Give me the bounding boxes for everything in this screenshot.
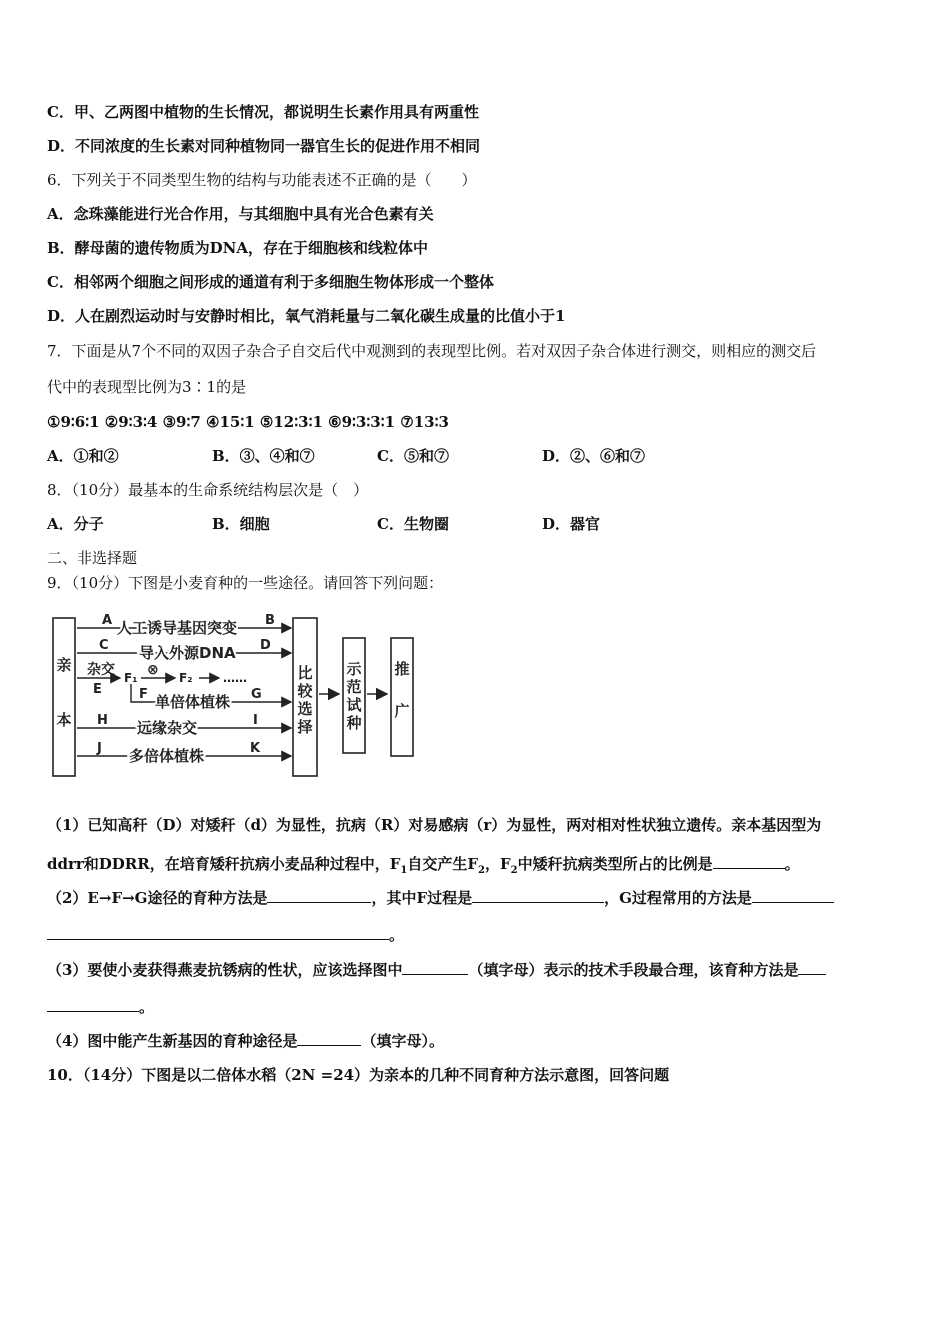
q9-p1-text3: ，F xyxy=(484,855,511,873)
label-a: A xyxy=(102,613,113,628)
q9-p2-blank3[interactable] xyxy=(752,887,834,903)
label-b: B xyxy=(265,613,275,628)
q6-stem: 6．下列关于不同类型生物的结构与功能表述不正确的是（ ） xyxy=(47,171,477,189)
q9-p2-end: 。 xyxy=(389,926,405,944)
parent-label-2: 本 xyxy=(56,711,72,729)
compare-1: 比 xyxy=(297,664,313,682)
q9-p1-text2: 自交产生F xyxy=(407,855,479,873)
section-heading: 二、非选择题 xyxy=(47,549,138,567)
parent-label-1: 亲 xyxy=(56,656,72,674)
q7-stem-line1: 7．下面是从7个不同的双因子杂合子自交后代中观测到的表现型比例。若对双因子杂合体进行测交，则相应的测交后 xyxy=(47,342,817,360)
demo-4: 种 xyxy=(346,714,362,732)
q9-p3-blank1[interactable] xyxy=(402,959,468,975)
q7-option-a: A．①和② xyxy=(47,447,119,465)
q5-option-c: C．甲、乙两图中植物的生长情况，都说明生长素作用具有两重性 xyxy=(47,103,479,121)
q8-stem: 8．（10分）最基本的生命系统结构层次是（ ） xyxy=(47,481,369,499)
q9-p2-blank2[interactable] xyxy=(472,887,604,903)
q9-part4 xyxy=(47,1030,444,1051)
demo-2: 范 xyxy=(346,678,362,696)
q9-p4-text2: （填字母）。 xyxy=(361,1032,444,1050)
q9-p3-text1: （3）要使小麦获得燕麦抗锈病的性状，应该选择图中 xyxy=(47,961,403,979)
q8-option-a: A．分子 xyxy=(47,515,104,533)
f2-text: F₂ xyxy=(179,671,193,685)
label-d: D xyxy=(260,638,271,653)
q9-p1-end: 。 xyxy=(784,855,800,873)
dots-text: …… xyxy=(223,671,247,685)
dna-text: 导入外源DNA xyxy=(139,644,236,662)
q6-option-a: A．念珠藻能进行光合作用，与其细胞中具有光合色素有关 xyxy=(47,205,434,223)
promote-box xyxy=(391,638,413,756)
q9-part1-line1: （1）已知高秆（D）对矮秆（d）为显性，抗病（R）对易感病（r）为显性，两对相对性状独立遗传。亲本基因型为 xyxy=(47,816,822,834)
distant-text: 远缘杂交 xyxy=(137,719,198,737)
q9-part3-line1 xyxy=(47,959,826,980)
q9-p2-blank1[interactable] xyxy=(267,887,371,903)
wheat-breeding-diagram xyxy=(47,610,427,785)
label-f: F xyxy=(139,687,148,702)
q9-p1-blank[interactable] xyxy=(713,853,785,869)
q9-p1-text1: ddrr和DDRR，在培育矮秆抗病小麦品种过程中，F xyxy=(47,855,401,873)
q9-p1-sub2: 2 xyxy=(478,865,485,876)
q9-p1-sub3: 2 xyxy=(510,865,518,876)
q10-stem: 10．（14分）下图是以二倍体水稻（2N =24）为亲本的几种不同育种方法示意图，回答问题 xyxy=(47,1066,670,1084)
q9-p4-blank[interactable] xyxy=(297,1030,361,1046)
cross-text: 杂交 xyxy=(87,662,115,678)
q8-option-b: B．细胞 xyxy=(212,515,270,533)
demo-3: 试 xyxy=(346,696,362,714)
q9-part3-line2 xyxy=(47,996,154,1017)
q9-p3-blank2-cont[interactable] xyxy=(47,996,139,1012)
q9-part2-line2 xyxy=(47,924,404,945)
q7-ratios: ①9∶6∶1 ②9∶3∶4 ③9∶7 ④15∶1 ⑤12∶3∶1 ⑥9∶3∶3∶1 ⑦13∶3 xyxy=(47,413,449,431)
q6-option-b: B．酵母菌的遗传物质为DNA，存在于细胞核和线粒体中 xyxy=(47,239,429,257)
q9-p3-blank2[interactable] xyxy=(798,959,826,975)
q9-stem: 9．（10分）下图是小麦育种的一些途径。请回答下列问题： xyxy=(47,574,444,592)
demo-1: 示 xyxy=(346,660,362,678)
q9-p2-blank3-cont[interactable] xyxy=(47,924,389,940)
label-e: E xyxy=(93,682,102,697)
parent-box xyxy=(53,618,75,776)
compare-4: 择 xyxy=(297,718,313,736)
q9-p1-text4: 中矮秆抗病类型所占的比例是 xyxy=(517,855,713,873)
q9-part1-line2 xyxy=(47,853,800,881)
mutation-text: 人工诱导基因突变 xyxy=(117,619,238,637)
polyploid-text: 多倍体植株 xyxy=(129,747,205,765)
compare-3: 选 xyxy=(297,700,313,718)
q9-p2-text3: ，G过程常用的方法是 xyxy=(604,889,752,907)
q5-option-d: D．不同浓度的生长素对同种植物同一器官生长的促进作用不相同 xyxy=(47,137,481,155)
selfing-symbol: ⊗ xyxy=(147,662,159,678)
q9-p3-text2: （填字母）表示的技术手段最合理，该育种方法是 xyxy=(468,961,799,979)
q9-p2-text1: （2）E→F→G途径的育种方法是 xyxy=(47,889,268,907)
q7-option-b: B．③、④和⑦ xyxy=(212,447,315,465)
q9-p3-end: 。 xyxy=(139,998,155,1016)
f1-text: F₁ xyxy=(124,671,138,685)
q8-option-d: D．器官 xyxy=(542,515,601,533)
promote-1: 推 xyxy=(394,660,410,678)
label-k: K xyxy=(250,741,261,756)
label-i: I xyxy=(253,713,258,728)
q7-option-d: D．②、⑥和⑦ xyxy=(542,447,646,465)
q9-part2-line1 xyxy=(47,887,834,908)
label-j: J xyxy=(97,741,102,756)
q7-option-c: C．⑤和⑦ xyxy=(377,447,449,465)
q9-p1-sub1: 1 xyxy=(400,865,408,876)
label-c: C xyxy=(99,638,109,653)
q6-option-d: D．人在剧烈运动时与安静时相比，氧气消耗量与二氧化碳生成量的比值小于1 xyxy=(47,307,566,325)
q8-option-c: C．生物圈 xyxy=(377,515,449,533)
q9-p2-text2: ，其中F过程是 xyxy=(371,889,473,907)
q7-stem-line2: 代中的表现型比例为3∶1的是 xyxy=(47,378,247,396)
label-g: G xyxy=(251,687,262,702)
q6-option-c: C．相邻两个细胞之间形成的通道有利于多细胞生物体形成一个整体 xyxy=(47,273,494,291)
label-h: H xyxy=(97,713,108,728)
compare-2: 较 xyxy=(297,682,313,700)
haploid-text: 单倍体植株 xyxy=(155,693,231,711)
q9-p4-text1: （4）图中能产生新基因的育种途径是 xyxy=(47,1032,298,1050)
promote-2: 广 xyxy=(394,702,410,720)
